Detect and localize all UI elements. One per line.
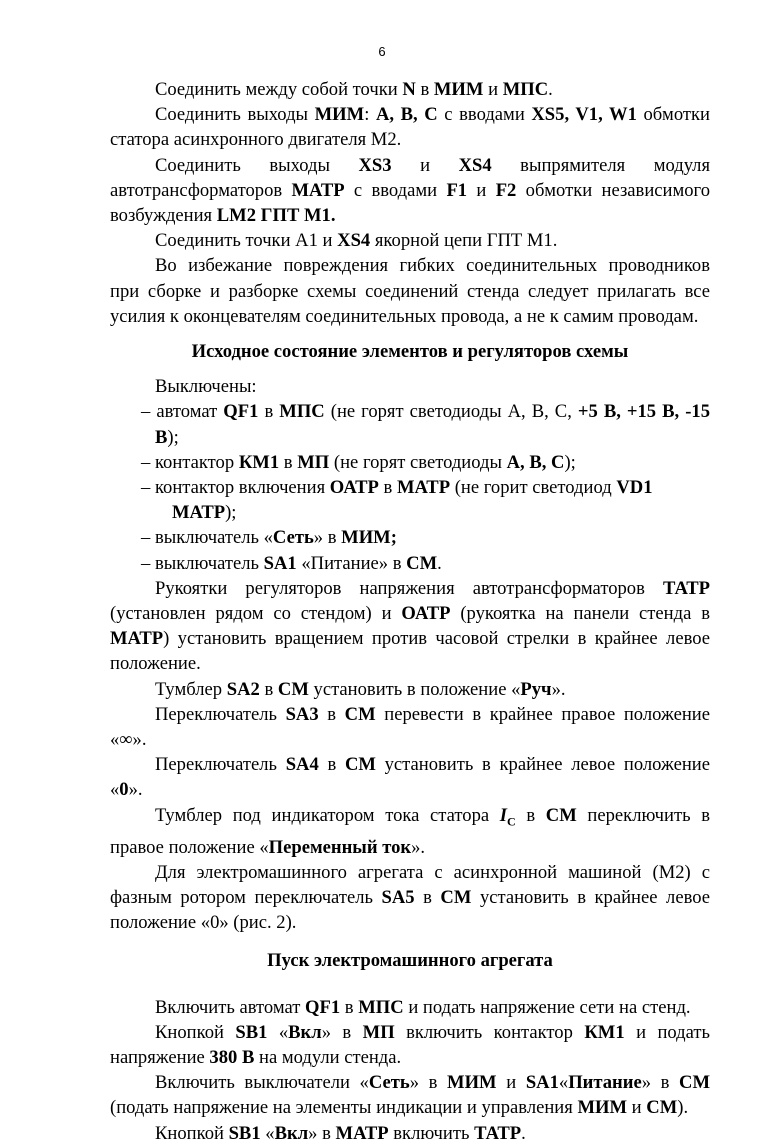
paragraph-warning: Во избежание повреждения гибких соединительных проводников при сборке и разборке схемы соединений стенда следует прилагать все усилия к оконцевателям соединительных провода, а не к самим проводам. [110,255,710,327]
paragraph-stator-current-toggle: Тумблер под индикатором тока статора $I_C$ в СМ переключить в правое положение «Переменный ток». [110,804,711,858]
paragraph-connect-rectifier: Соединить выходы XS3 и XS4 выпрямителя модуля автотрансформаторов МАТР с вводами F1 и F2 обмотки независимого возбуждения LM2 ГПТ М1. [110,154,711,227]
list-item: – выключатель SA1 «Питание» в СМ. [141,552,442,574]
paragraph-enable-switches: Включить выключатели «Сеть» в МИМ и SA1«Питание» в СМ (подать напряжение на элементы индикации и управления МИМ и СМ). [110,1072,711,1119]
page-number: 6 [378,44,386,59]
paragraph-sa3: Переключатель SA3 в СМ перевести в крайнее правое положение «∞». [110,703,710,751]
paragraph-regulator-handles: Рукоятки регуляторов напряжения автотрансформаторов ТАТР (установлен рядом со стендом) и ОАТР (рукоятка на панели стенда в МАТР) установить вращением против часовой стрелки в крайнее левое положение. [110,577,710,675]
paragraph-sa2: Тумблер SA2 в СМ установить в положение «Руч». [155,678,566,700]
paragraph-sa4: Переключатель SA4 в СМ установить в крайнее левое положение «0». [110,754,710,801]
off-label: Выключены: [155,376,257,398]
page-content [110,77,710,1146]
paragraph-connect-mim-outputs: Соединить выходы МИМ: А, В, С с вводами XS5, V1, W1 обмотки статора асинхронного двигателя М2. [110,104,710,151]
list-item: – выключатель «Сеть» в МИМ; [141,527,397,549]
paragraph-enable-qf1: Включить автомат QF1 в МПС и подать напряжение сети на стенд. [155,996,691,1018]
paragraph-connect-a1: Соединить точки А1 и XS4 якорной цепи ГПТ М1. [155,230,558,252]
paragraph-connect-n: Соединить между собой точки N в МИМ и МПС. [155,79,553,100]
heading-startup: Пуск электромашинного агрегата [267,950,553,972]
list-item: – автомат QF1 в МПС (не горят светодиоды А, В, С, +5 В, +15 В, -15 В); [141,401,710,448]
list-item: – контактор КМ1 в МП (не горят светодиоды А, В, С); [141,451,576,473]
paragraph-sb1-mp: Кнопкой SB1 «Вкл» в МП включить контактор КМ1 и подать напряжение 380 В на модули стенда. [110,1021,711,1069]
paragraph-sb1-matr: Кнопкой SB1 «Вкл» в МАТР включить ТАТР. [155,1122,526,1144]
heading-initial-state: Исходное состояние элементов и регуляторов схемы [191,341,629,363]
list-item: – контактор включения ОАТР в МАТР (не горит светодиод VD1 [141,477,653,499]
list-item-continuation: МАТР); [172,502,237,524]
paragraph-sa5: Для электромашинного агрегата с асинхронной машиной (М2) с фазным ротором переключатель SA5 в СМ установить в крайнее левое положение «0» (рис. 2). [110,861,711,934]
